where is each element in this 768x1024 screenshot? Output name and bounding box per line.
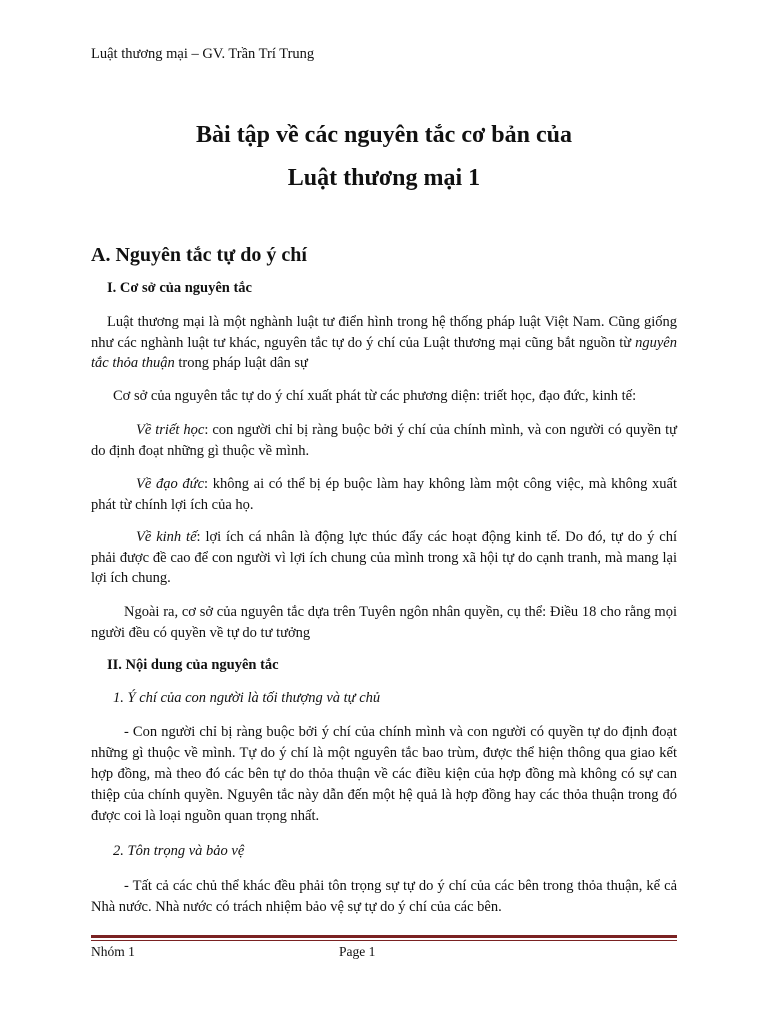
section-a-heading: A. Nguyên tắc tự do ý chí [91,244,307,266]
economics-label: Về kinh tế [136,529,197,545]
subsection-2-heading: 2. Tôn trọng và bảo vệ [113,843,245,859]
footer-page-number: Page 1 [339,944,376,959]
paragraph-1 [91,312,677,374]
paragraph-autonomy: - Con người chỉ bị ràng buộc bởi ý chí của chính mình và con người có quyền tự do định đoạt những gì thuộc về mình. Tự do ý chí là một nguyên tắc bao trùm, được thể hiện thông qua giao kết hợp đồng, mà theo đó các bên tự do thỏa thuận về các điều kiện của hợp đồng mà không có sự can thiệp của chính quyền. Nguyên tắc này dẫn đến một hệ quả là hợp đồng hay các thỏa thuận trong đó được coi là loại nguồn quan trọng nhất. [91,724,677,824]
paragraph-economics [91,527,677,589]
part-1-heading: I. Cơ sở của nguyên tắc [107,280,252,296]
paragraph-1-text-b: trong pháp luật dân sự [174,355,308,371]
document-title-line-2: Luật thương mại 1 [287,165,481,191]
footer-divider [91,935,677,941]
running-header: Luật thương mại – GV. Trần Trí Trung [91,46,315,62]
footer-divider-thin [91,940,677,941]
ethics-text: : không ai có thể bị ép buộc làm hay không làm một công việc, mà không xuất phát từ chính lợi ích của họ. [91,476,677,513]
footer-group-label: Nhóm 1 [91,944,135,959]
paragraph-philosophy [91,420,677,461]
paragraph-1-emphasis: nguyên tắc thỏa thuận [91,334,677,371]
philosophy-label: Về triết học [136,422,205,438]
paragraph-1-text-a: Luật thương mại là một nghành luật tư điển hình trong hệ thống pháp luật Việt Nam. Cũng giống như các nghành luật tư khác, nguyên tắc tự do ý chí của Luật thương mại cũng bắt nguồn từ [91,314,677,351]
economics-text: : lợi ích cá nhân là động lực thúc đẩy các hoạt động kinh tế. Do đó, tự do ý chí phải được đề cao để con người vì lợi ích chung của mình trong xã hội tự do cạnh tranh, mà mang lại lợi ích chung. [91,529,677,586]
ethics-label: Về đạo đức [136,476,204,492]
footer-divider-thick [91,935,677,938]
paragraph-human-rights: Ngoài ra, cơ sở của nguyên tắc dựa trên Tuyên ngôn nhân quyền, cụ thể: Điều 18 cho rằng mọi người đều có quyền về tự do tư tưởng [91,604,677,641]
paragraph-ethics [91,474,677,515]
philosophy-text: : con người chỉ bị ràng buộc bởi ý chí của chính mình, và con người có quyền tự do định đoạt những gì thuộc về mình. [91,422,677,459]
subsection-1-heading: 1. Ý chí của con người là tối thượng và tự chủ [113,690,381,706]
document-title-line-1: Bài tập về các nguyên tắc cơ bản của [196,122,572,148]
paragraph-2: Cơ sở của nguyên tắc tự do ý chí xuất phát từ các phương diện: triết học, đạo đức, kinh tế: [113,388,637,404]
part-2-heading: II. Nội dung của nguyên tắc [107,657,279,673]
paragraph-respect: - Tất cả các chủ thể khác đều phải tôn trọng sự tự do ý chí của các bên trong thỏa thuận, kể cả Nhà nước. Nhà nước có trách nhiệm bảo vệ sự tự do ý chí của các bên. [91,878,677,915]
